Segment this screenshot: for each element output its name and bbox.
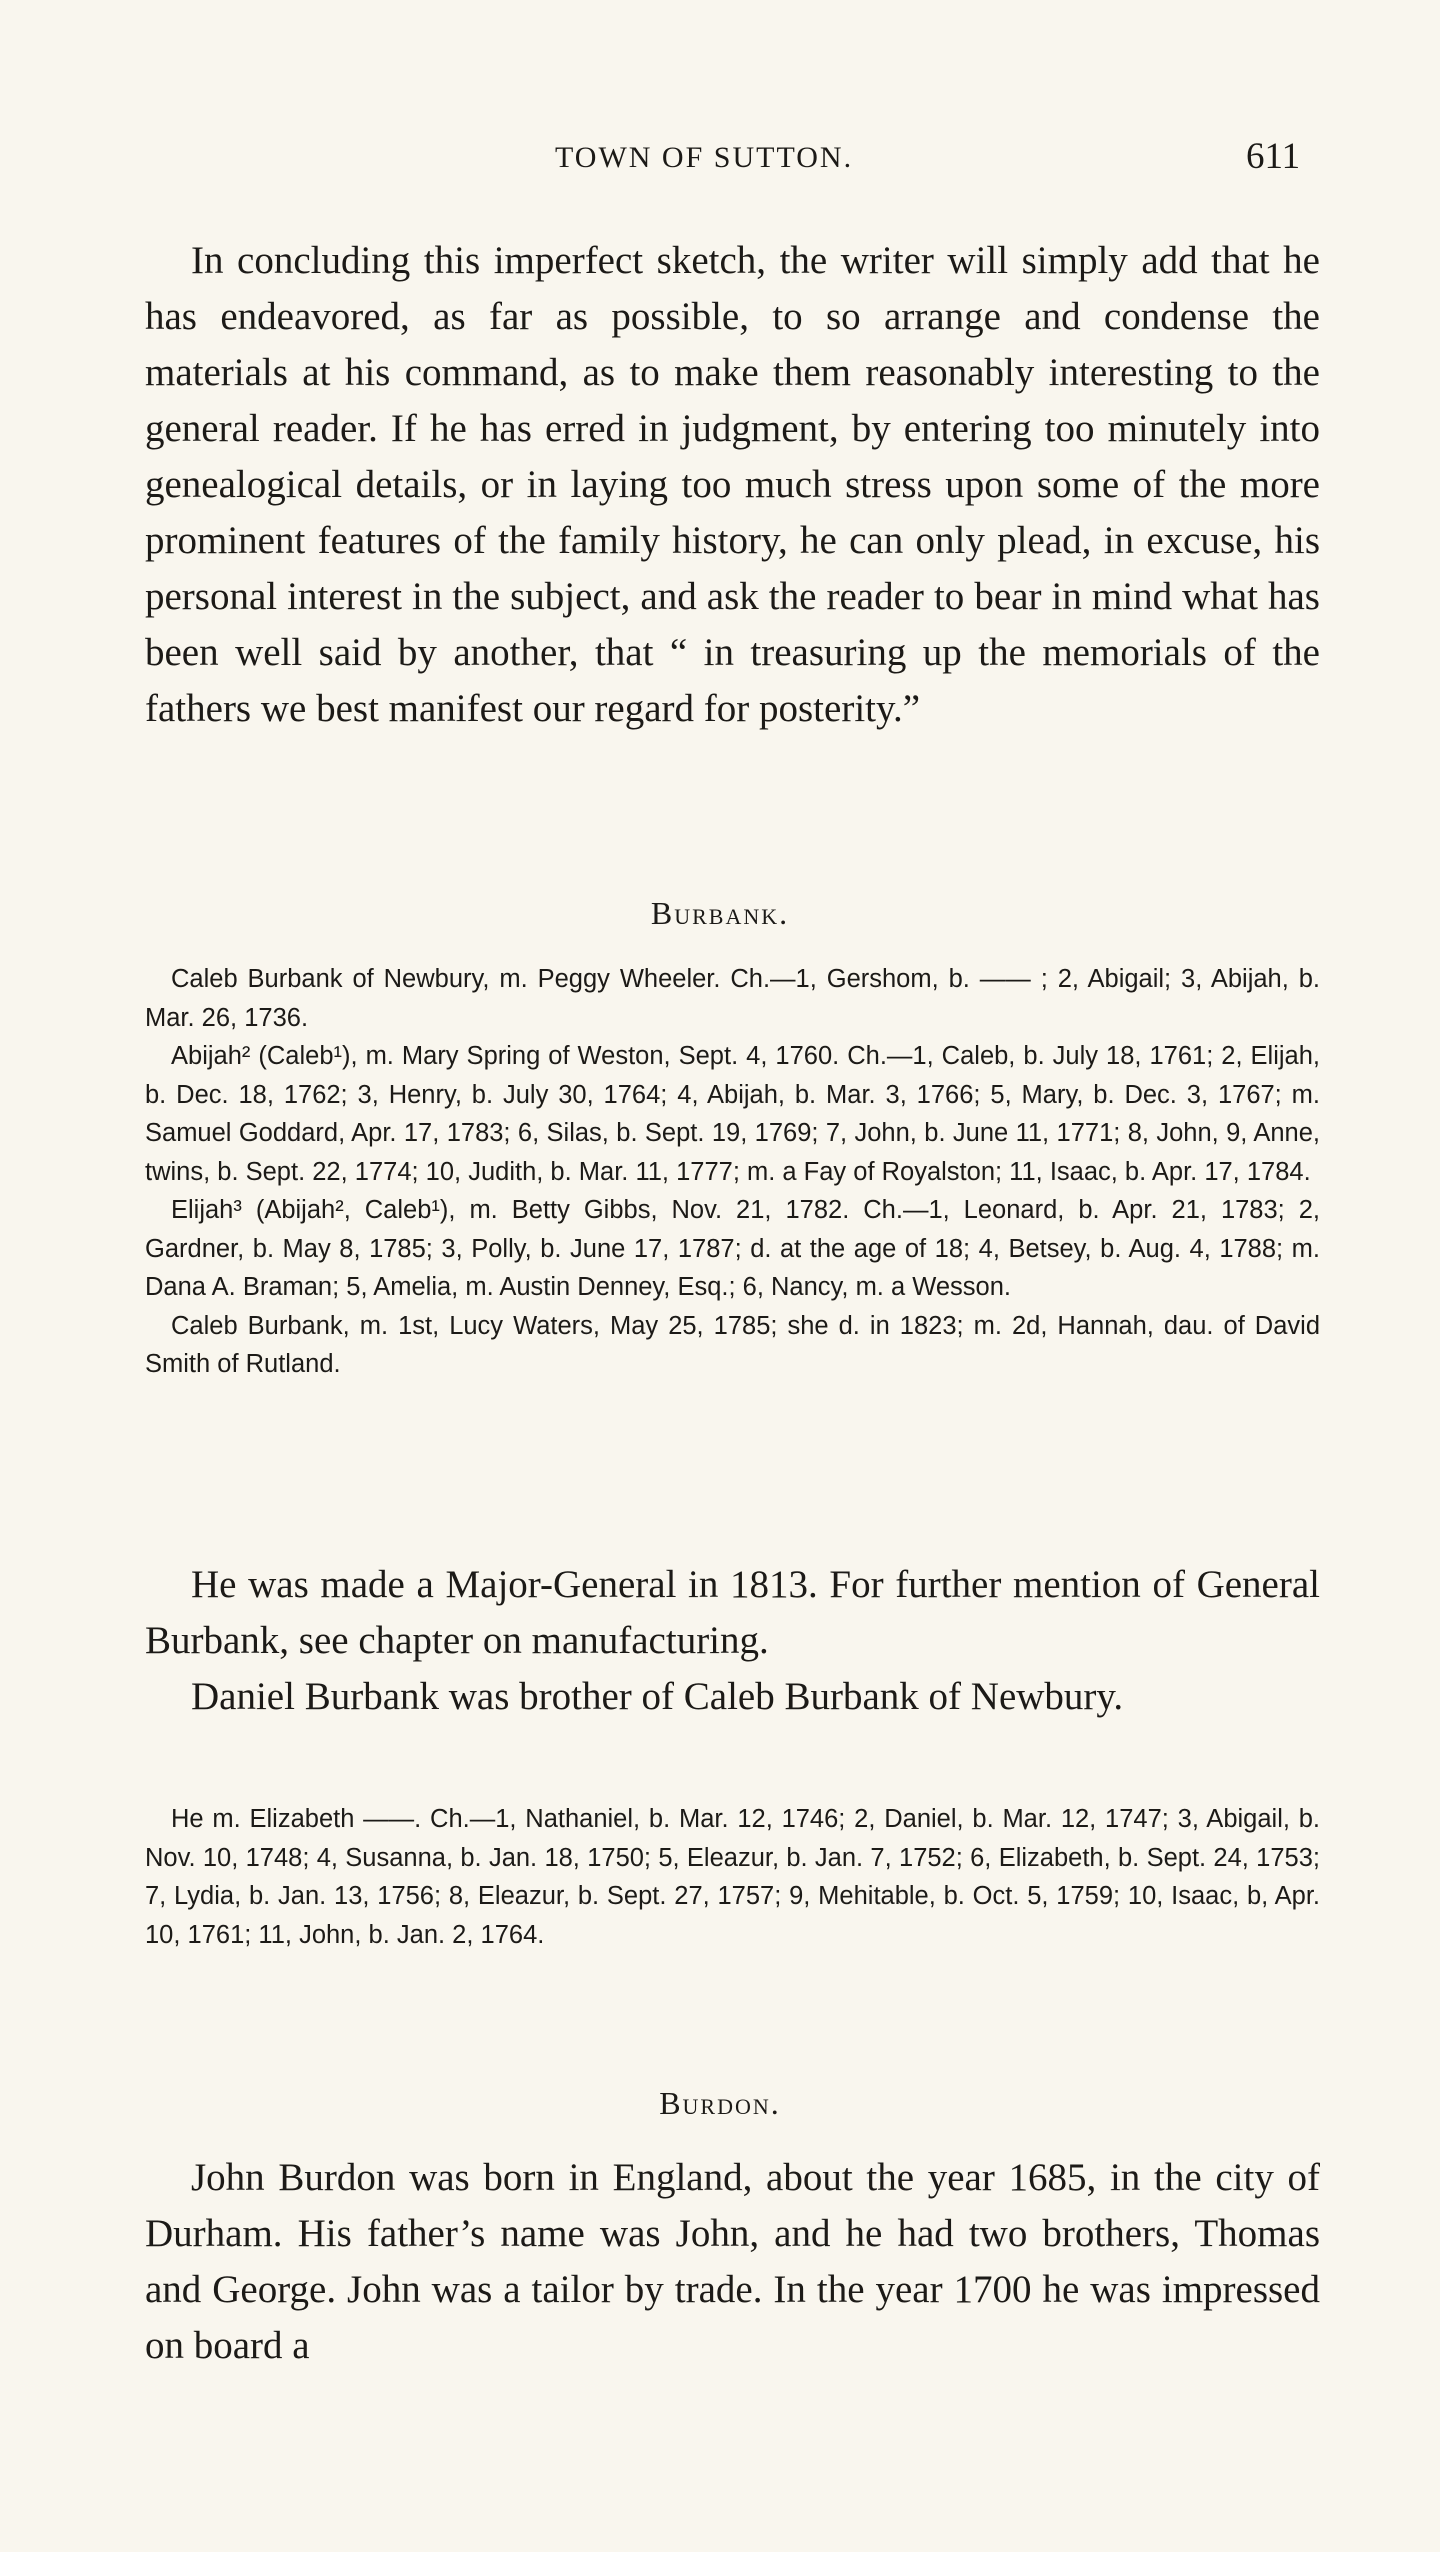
running-title: TOWN OF SUTTON. <box>555 141 854 174</box>
burbank-genealogy <box>145 960 1320 1384</box>
section-heading-burdon: Burdon. <box>659 2085 781 2121</box>
daniel-genealogy <box>145 1800 1320 1954</box>
intro-paragraph: In concluding this imperfect sketch, the writer will simply add that he has endeavored, as far as possible, to so arrange and condense the materials at his command, as to make them reasonably interesting to the general reader. If he has erred in judgment, by entering too minutely into genealogical details, or in laying too much stress upon some of the more prominent features of the family history, he can only plead, in excuse, his personal interest in the subject, and ask the reader to bear in mind what has been well said by another, that “ in treasuring up the memorials of the fathers we best manifest our regard for posterity.” <box>145 239 1320 730</box>
genealogy-entry-abijah: Abijah² (Caleb¹), m. Mary Spring of Weston, Sept. 4, 1760. Ch.—1, Caleb, b. July 18, 1761; 2, Elijah, b. Dec. 18, 1762; 3, Henry, b. July 30, 1764; 4, Abijah, b. Mar. 3, 1766; 5, Mary, b. Dec. 3, 1767; m. Samuel Goddard, Apr. 17, 1783; 6, Silas, b. Sept. 19, 1769; 7, John, b. June 11, 1771; 8, John, 9, Anne, twins, b. Sept. 22, 1774; 10, Judith, b. Mar. 11, 1777; m. a Fay of Royalston; 11, Isaac, b. Apr. 17, 1784. <box>145 1042 1320 1186</box>
running-head <box>0 133 1440 183</box>
section-heading-burbank: Burbank. <box>650 895 790 931</box>
burbank-note-major-general: He was made a Major-General in 1813. For further mention of General Burbank, see chapter on manufacturing. <box>145 1563 1320 1662</box>
burbank-note-daniel: Daniel Burbank was brother of Caleb Burbank of Newbury. <box>191 1675 1124 1718</box>
page-number: 611 <box>1246 136 1301 177</box>
genealogy-entry-caleb-2: Caleb Burbank, m. 1st, Lucy Waters, May 25, 1785; she d. in 1823; m. 2d, Hannah, dau. of David Smith of Rutland. <box>145 1311 1320 1378</box>
genealogy-entry-elijah: Elijah³ (Abijah², Caleb¹), m. Betty Gibbs, Nov. 21, 1782. Ch.—1, Leonard, b. Apr. 21, 1783; 2, Gardner, b. May 8, 1785; 3, Polly, b. June 17, 1787; d. at the age of 18; 4, Betsey, b. Aug. 4, 1788; m. Dana A. Braman; 5, Amelia, m. Austin Denney, Esq.; 6, Nancy, m. a Wesson. <box>145 1196 1320 1301</box>
burdon-paragraph: John Burdon was born in England, about the year 1685, in the city of Durham. His father’s name was John, and he had two brothers, Thomas and George. John was a tailor by trade. In the year 1700 he was impressed on board a <box>145 2156 1320 2367</box>
genealogy-entry-daniel: He m. Elizabeth ——. Ch.—1, Nathaniel, b. Mar. 12, 1746; 2, Daniel, b. Mar. 12, 1747; 3, Abigail, b. Nov. 10, 1748; 4, Susanna, b. Jan. 18, 1750; 5, Eleazur, b. Jan. 7, 1752; 6, Elizabeth, b. Sept. 24, 1753; 7, Lydia, b. Jan. 13, 1756; 8, Eleazur, b. Sept. 27, 1757; 9, Mehitable, b. Oct. 5, 1759; 10, Isaac, b, Apr. 10, 1761; 11, John, b. Jan. 2, 1764. <box>145 1805 1320 1949</box>
genealogy-entry-caleb: Caleb Burbank of Newbury, m. Peggy Wheeler. Ch.—1, Gershom, b. —— ; 2, Abigail; 3, Abijah, b. Mar. 26, 1736. <box>145 965 1320 1032</box>
